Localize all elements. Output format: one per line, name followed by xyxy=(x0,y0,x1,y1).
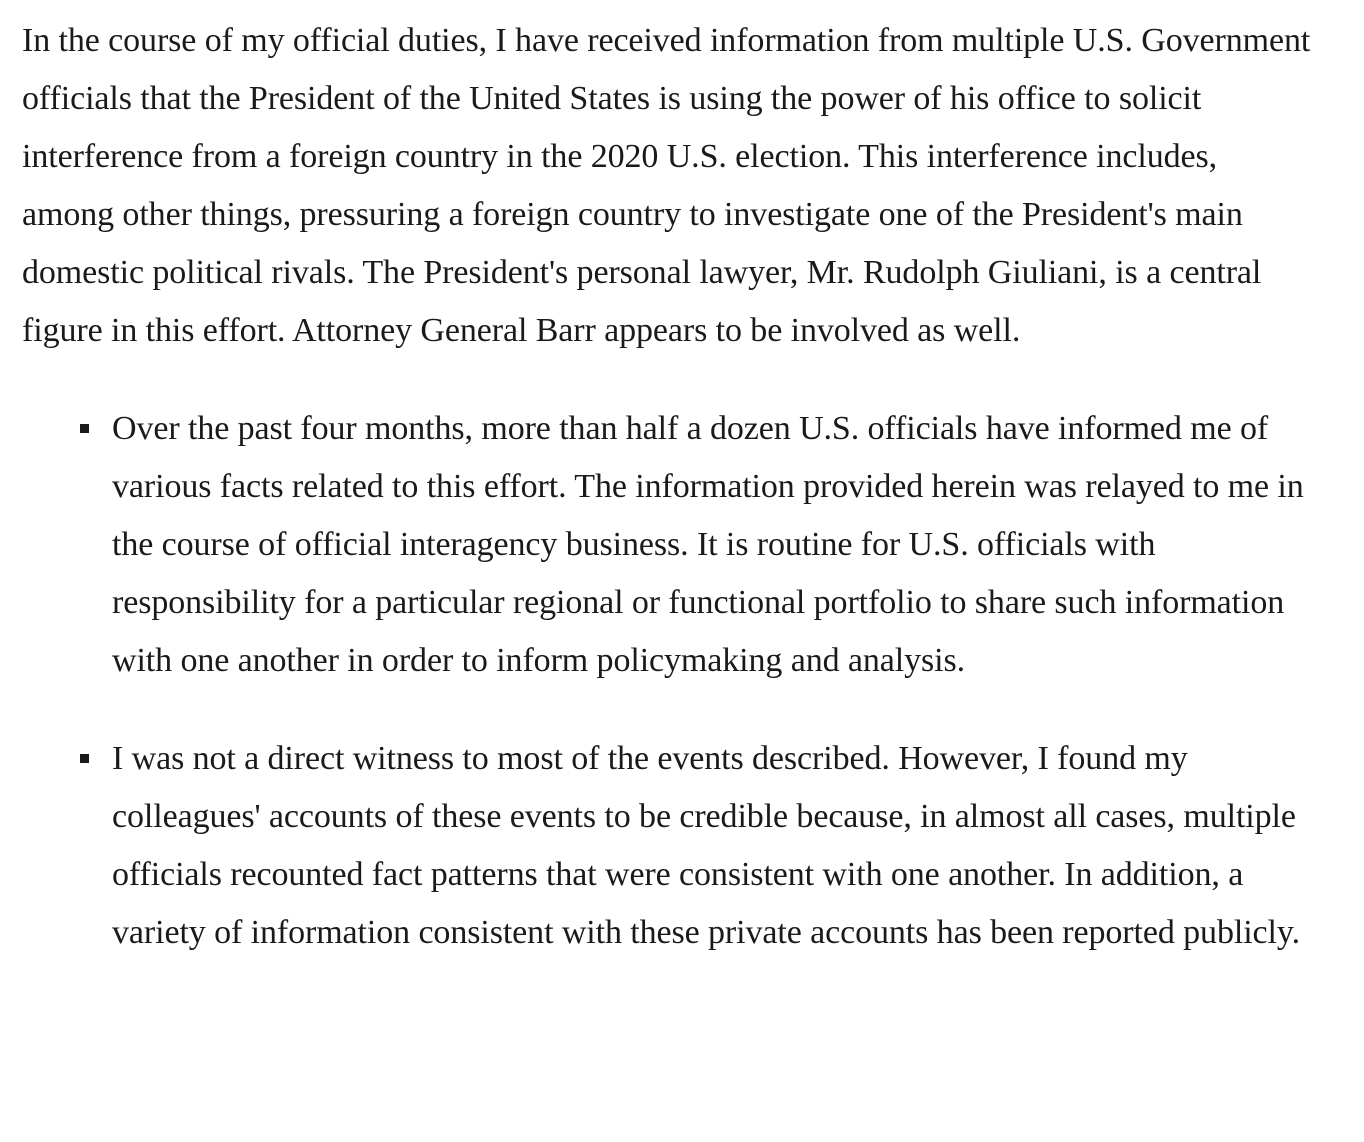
list-item-text: I was not a direct witness to most of the events described. However, I found my colleagues' accounts of these events to be credible because, in almost all cases, multiple officials recounted fact patterns that were consistent with one another. In addition, a variety of information consistent with these private accounts has been reported publicly. xyxy=(112,740,1300,951)
article-body xyxy=(22,12,1322,1002)
list-item-text: Over the past four months, more than half a dozen U.S. officials have informed me of various facts related to this effort. The information provided herein was relayed to me in the course of official interagency business. It is routine for U.S. officials with responsibility for a particular regional or functional portfolio to share such information with one another in order to inform policymaking and analysis. xyxy=(112,410,1304,679)
bullet-list xyxy=(22,400,1322,962)
square-bullet-icon xyxy=(80,754,89,763)
list-item xyxy=(22,400,1312,690)
square-bullet-icon xyxy=(80,424,89,433)
intro-paragraph: In the course of my official duties, I have received information from multiple U.S. Government officials that the President of the United States is using the power of his office to solicit interference from a foreign country in the 2020 U.S. election. This interference includes, among other things, pressuring a foreign country to investigate one of the President's main domestic political rivals. The President's personal lawyer, Mr. Rudolph Giuliani, is a central figure in this effort. Attorney General Barr appears to be involved as well. xyxy=(22,22,1311,349)
list-item xyxy=(22,730,1312,962)
